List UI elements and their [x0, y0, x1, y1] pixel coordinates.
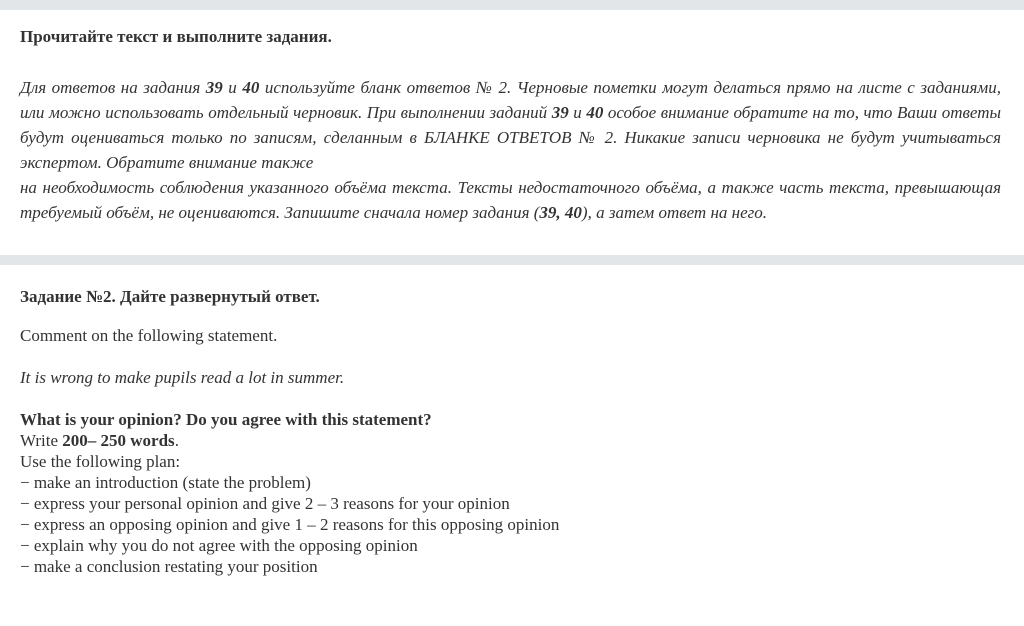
write-suffix: . [174, 431, 179, 450]
task-comment-prompt: Comment on the following statement. [20, 326, 278, 345]
word-limit: 200– 250 words [62, 431, 175, 450]
instructions-paragraph-1 [20, 75, 1001, 175]
instructions-text [20, 75, 1001, 225]
task-plan-list [20, 472, 559, 577]
task-heading: Задание №2. Дайте развернутый ответ. [20, 287, 320, 306]
top-divider-band [0, 0, 1024, 10]
instr-text-segment: и [222, 78, 243, 97]
task-opinion-question: What is your opinion? Do you agree with this statement? [20, 410, 432, 429]
instr-text-segment: Для ответов на задания [20, 78, 206, 97]
instructions-heading: Прочитайте текст и выполните задания. [20, 27, 332, 46]
instr-text-segment: используйте бланк ответов № 2. Черновые пометки могут делаться прямо на листе с заданиями, или можно использовать отдельный черновик. При выполнении заданий [20, 78, 1001, 122]
plan-item: − explain why you do not agree with the opposing opinion [20, 536, 418, 555]
instructions-paragraph-2 [20, 175, 1001, 225]
task-plan-intro: Use the following plan: [20, 452, 181, 471]
plan-item: − make a conclusion restating your position [20, 557, 318, 576]
plan-item: − express your personal opinion and give 2 – 3 reasons for your opinion [20, 494, 510, 513]
instr-bold-number: 39 [205, 78, 223, 97]
instr-bold-number: 39, 40 [539, 203, 582, 222]
instr-bold-number: 39 [551, 103, 569, 122]
plan-item: − express an opposing opinion and give 1 – 2 reasons for this opposing opinion [20, 515, 560, 534]
task-statement: It is wrong to make pupils read a lot in summer. [20, 368, 345, 387]
instr-bold-number: 40 [586, 103, 604, 122]
instr-text-segment: ), а затем ответ на него. [581, 203, 767, 222]
middle-divider-band [0, 255, 1024, 265]
task-word-count [20, 430, 179, 451]
instr-text-segment: особое внимание обратите на то, что Ваши ответы будут оцениваться только по записям, сделанным в БЛАНКЕ ОТВЕТОВ № 2. Никакие записи черновика не будут учитываться экспертом. Обратите внимание также [20, 103, 1002, 172]
instr-text-segment: на необходимость соблюдения указанного объёма текста. Тексты недостаточного объёма, а также часть текста, превышающая требуемый объём, не оцениваются. Запишите сначала номер задания ( [20, 178, 1001, 222]
instr-text-segment: и [568, 103, 587, 122]
plan-item: − make an introduction (state the problem) [20, 473, 311, 492]
instr-bold-number: 40 [242, 78, 260, 97]
instructions-card [0, 10, 1024, 255]
write-prefix: Write [20, 431, 63, 450]
